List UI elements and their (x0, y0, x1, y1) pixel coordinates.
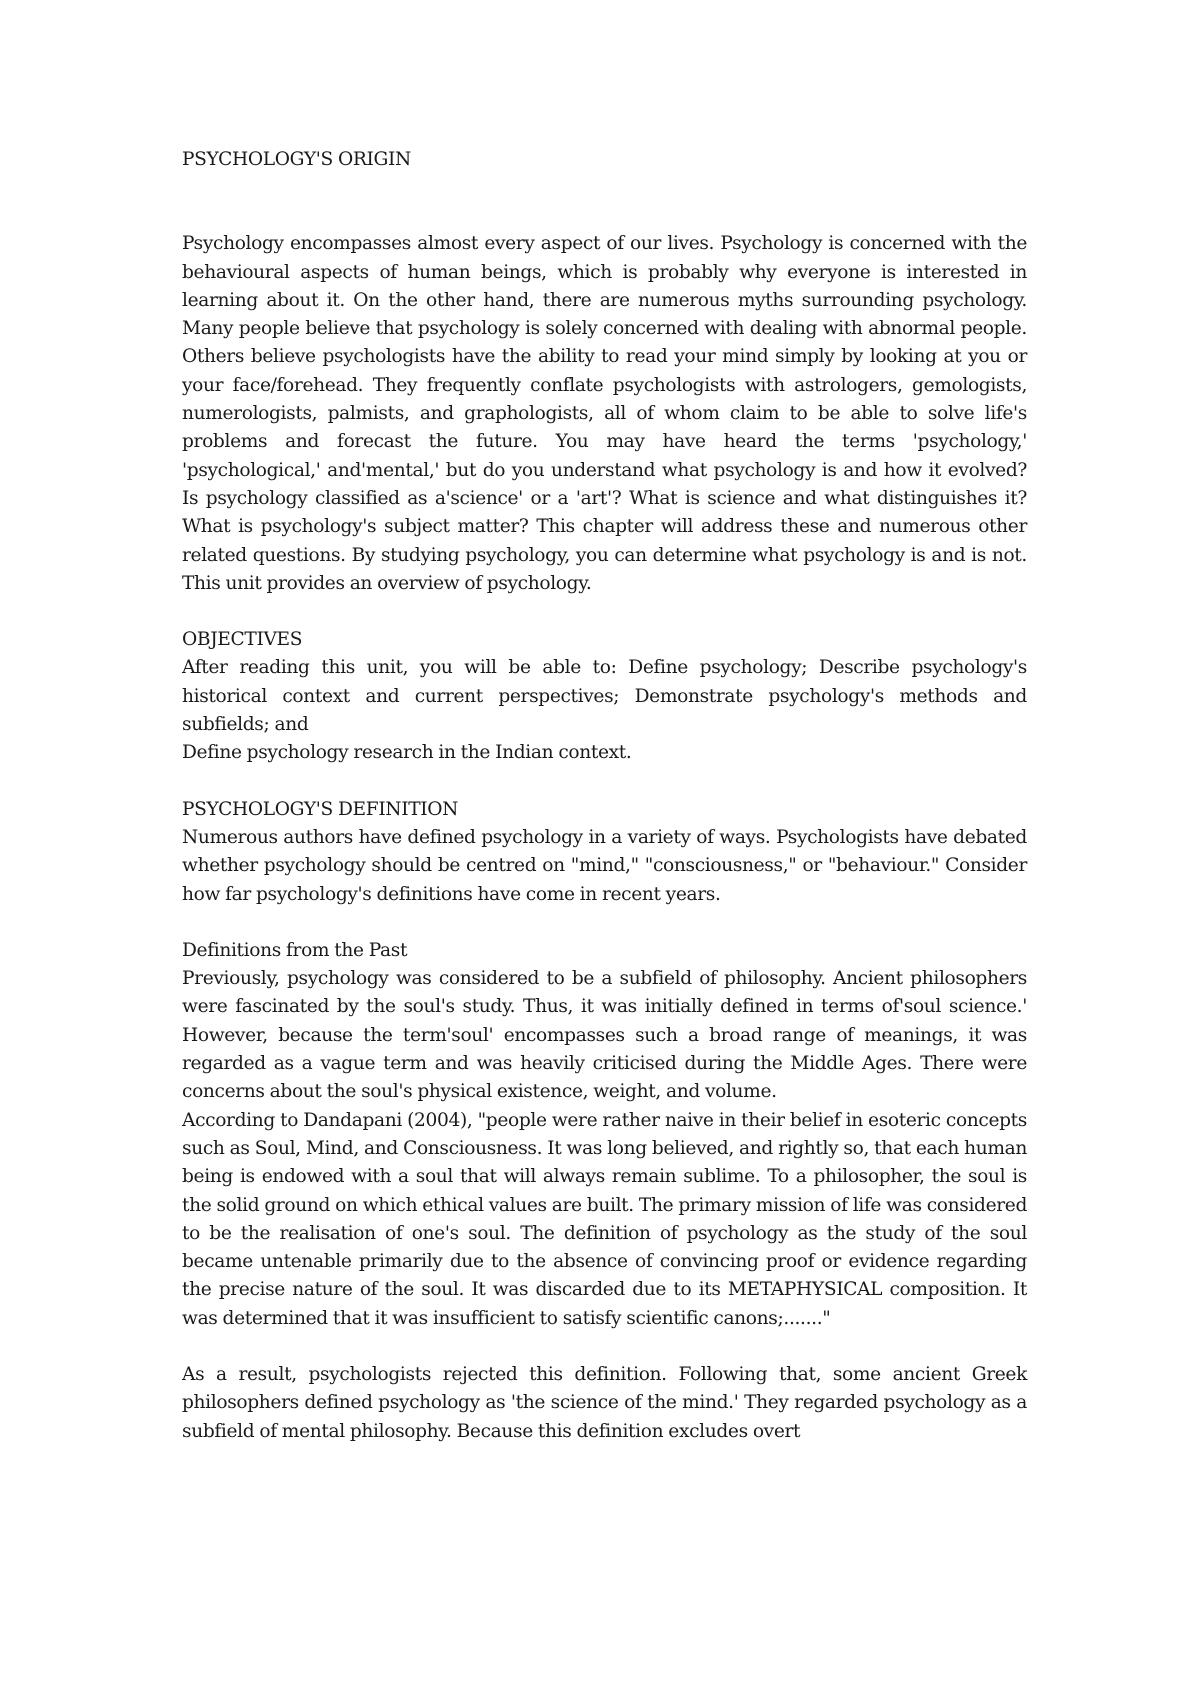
objectives-heading: OBJECTIVES (182, 629, 303, 651)
paragraph-gap (182, 1333, 1027, 1361)
past-definitions-paragraph: Previously, psychology was considered to be a subfield of philosophy. Ancient philosophers were fascinated by the soul's study. Thus, it was initially defined in terms of'soul science.' However, because the term'soul' encompasses such a broad range of meanings, it was regarded as a vague term and was heavily criticised during the Middle Ages. There were concerns about the soul's physical existence, weight, and volume. (182, 968, 1027, 1103)
paragraph-gap (182, 768, 1027, 796)
paragraph-gap (182, 598, 1027, 626)
past-definitions-heading: Definitions from the Past (182, 939, 408, 961)
definition-paragraph: Numerous authors have defined psychology in a variety of ways. Psychologists have debated whether psychology should be centred on "mind," "consciousness," or "behaviour." Consider how far psychology's definitions have come in recent years. (182, 826, 1027, 905)
definition-heading: PSYCHOLOGY'S DEFINITION (182, 798, 459, 820)
objectives-paragraph-2: Define psychology research in the Indian context. (182, 742, 632, 764)
paragraph-gap (182, 909, 1027, 937)
objectives-paragraph: After reading this unit, you will be able to: Define psychology; Describe psychology's historical context and current perspectives; Demonstrate psychology's methods and subfields; and (182, 657, 1027, 736)
dandapani-quote-paragraph: According to Dandapani (2004), "people were rather naive in their belief in esoteric concepts such as Soul, Mind, and Consciousness. It was long believed, and rightly so, that each human being is endowed with a soul that will always remain sublime. To a philosopher, the soul is the solid ground on which ethical values are built. The primary mission of life was considered to be the realisation of one's soul. The definition of psychology as the study of the soul became untenable primarily due to the absence of convincing proof or evidence regarding the precise nature of the soul. It was discarded due to its METAPHYSICAL composition. It was determined that it was insufficient to satisfy scientific canons;......." (182, 1109, 1027, 1329)
document-title: PSYCHOLOGY'S ORIGIN (182, 149, 411, 170)
rejection-paragraph: As a result, psychologists rejected this definition. Following that, some ancient Greek philosophers defined psychology as 'the science of the mind.' They regarded psychology as a subfield of mental philosophy. Because this definition excludes overt (182, 1363, 1027, 1442)
text-column (182, 146, 1027, 1446)
intro-paragraph: Psychology encompasses almost every aspect of our lives. Psychology is concerned with the behavioural aspects of human beings, which is probably why everyone is interested in learning about it. On the other hand, there are numerous myths surrounding psychology. Many people believe that psychology is solely concerned with dealing with abnormal people. Others believe psychologists have the ability to read your mind simply by looking at you or your face/forehead. They frequently conflate psychologists with astrologers, gemologists, numerologists, palmists, and graphologists, all of whom claim to be able to solve life's problems and forecast the future. You may have heard the terms 'psychology,' 'psychological,' and'mental,' but do you understand what psychology is and how it evolved? Is psychology classified as a'science' or a 'art'? What is science and what distinguishes it? What is psychology's subject matter? This chapter will address these and numerous other related questions. By studying psychology, you can determine what psychology is and is not. This unit provides an overview of psychology. (182, 233, 1027, 594)
